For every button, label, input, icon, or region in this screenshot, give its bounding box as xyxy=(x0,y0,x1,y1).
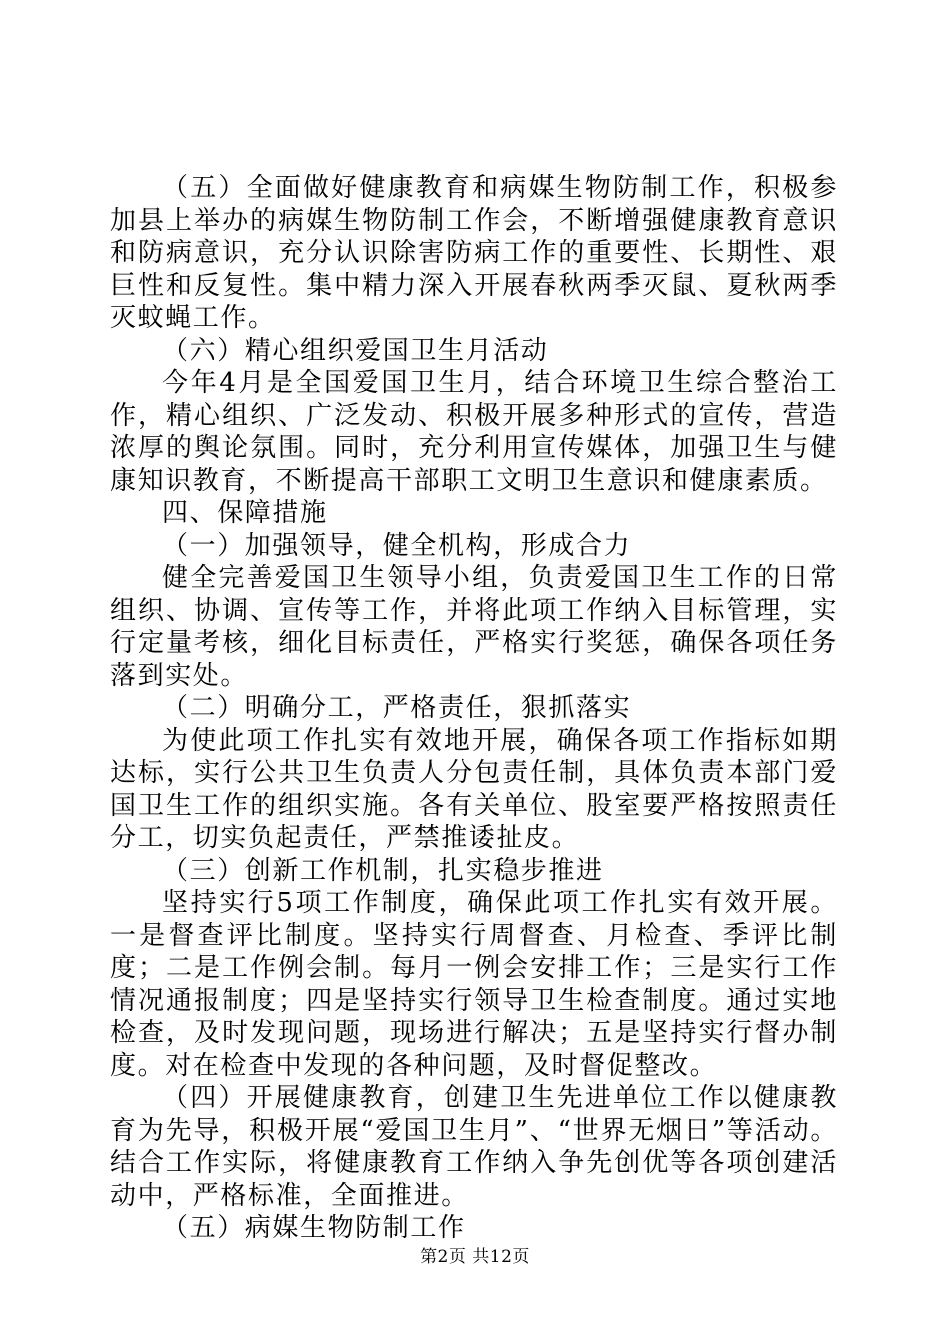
paragraph-leadership: 健全完善爱国卫生领导小组，负责爱国卫生工作的日常组织、协调、宣传等工作，并将此项工作纳入目标管理，实行定量考核，细化目标责任，严格实行奖惩，确保各项任务落到实处。 xyxy=(110,563,838,691)
heading-patriotic-health-month: （六）精心组织爱国卫生月活动 xyxy=(162,335,549,366)
paragraph-division-of-labor: 为使此项工作扎实有效地开展，确保各项工作指标如期达标，实行公共卫生负责人分包责任制，具体负责本部门爱国卫生工作的组织实施。各有关单位、股室要严格按照责任分工，切实负起责任，严禁推诿扯皮。 xyxy=(110,725,838,853)
page-number-footer: 第2页 共12页 xyxy=(420,1247,530,1267)
section-heading-safeguards: 四、保障措施 xyxy=(162,498,328,528)
document-body xyxy=(110,172,838,1245)
heading-work-mechanism: （三）创新工作机制，扎实稳步推进 xyxy=(162,855,604,886)
paragraph-work-mechanism: 坚持实行5项工作制度，确保此项工作扎实有效开展。一是督查评比制度。坚持实行周督查、月检查、季评比制度；二是工作例会制。每月一例会安排工作；三是实行工作情况通报制度；四是坚持实行领导卫生检查制度。通过实地检查，及时发现问题，现场进行解决；五是坚持实行督办制度。对在检查中发现的各种问题，及时督促整改。 xyxy=(110,888,838,1081)
paragraph-health-month: 今年4月是全国爱国卫生月，结合环境卫生综合整治工作，精心组织、广泛发动、积极开展多种形式的宣传，营造浓厚的舆论氛围。同时，充分利用宣传媒体，加强卫生与健康知识教育，不断提高干部职工文明卫生意识和健康素质。 xyxy=(110,368,838,496)
heading-leadership: （一）加强领导，健全机构，形成合力 xyxy=(162,530,632,561)
heading-vector-control: （五）病媒生物防制工作 xyxy=(162,1213,466,1243)
paragraph-health-education: （五）全面做好健康教育和病媒生物防制工作，积极参加县上举办的病媒生物防制工作会，不断增强健康教育意识和防病意识，充分认识除害防病工作的重要性、长期性、艰巨性和反复性。集中精力深入开展春秋两季灭鼠、夏秋两季灭蚊蝇工作。 xyxy=(110,173,838,333)
paragraph-health-education-campaign: （四）开展健康教育，创建卫生先进单位工作以健康教育为先导，积极开展“爱国卫生月”、“世界无烟日”等活动。结合工作实际，将健康教育工作纳入争先创优等各项创建活动中，严格标准，全面推进。 xyxy=(110,1083,838,1211)
heading-division-of-labor: （二）明确分工，严格责任，狠抓落实 xyxy=(162,693,632,723)
